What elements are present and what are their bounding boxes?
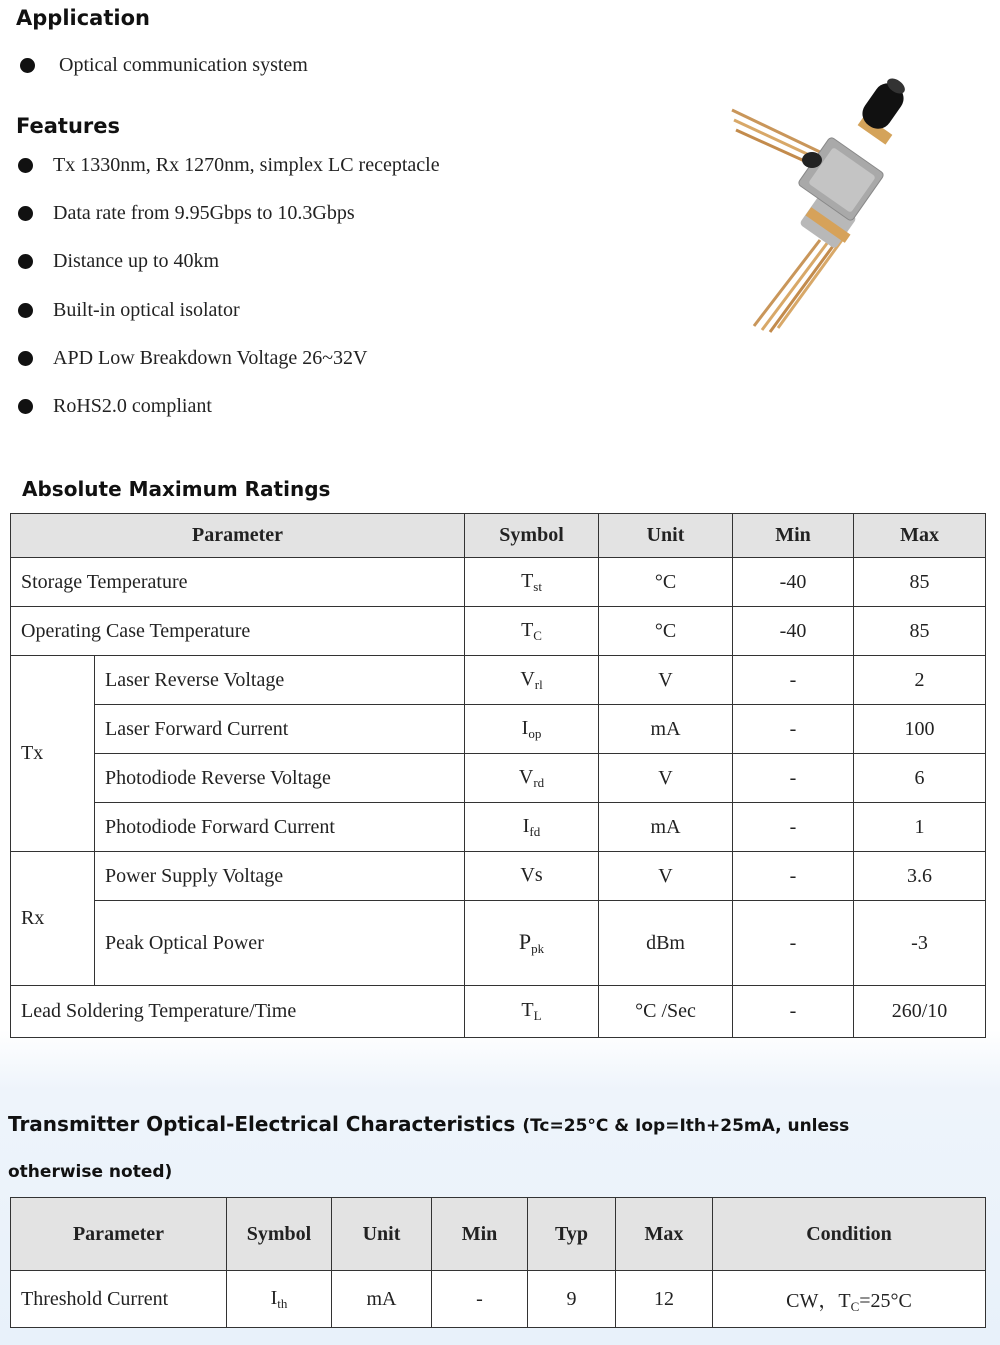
bullet-icon bbox=[18, 351, 33, 366]
parameter-cell: Operating Case Temperature bbox=[11, 607, 465, 656]
min-cell: - bbox=[733, 986, 854, 1038]
bullet-icon bbox=[18, 399, 33, 414]
typ-cell: 9 bbox=[528, 1271, 616, 1328]
bullet-icon bbox=[20, 58, 35, 73]
min-cell: - bbox=[432, 1271, 528, 1328]
symbol-cell: Vs bbox=[465, 852, 599, 901]
bullet-icon bbox=[18, 254, 33, 269]
column-header: Condition bbox=[713, 1198, 986, 1271]
bullet-icon bbox=[18, 206, 33, 221]
max-cell: 85 bbox=[854, 607, 986, 656]
symbol-cell: $T_C$ bbox=[465, 607, 599, 656]
transmitter-table bbox=[10, 1197, 986, 1328]
symbol-cell: $P_{pk}$ bbox=[465, 901, 599, 986]
table-row bbox=[11, 558, 986, 607]
parameter-cell: Photodiode Reverse Voltage bbox=[95, 754, 465, 803]
features-heading: Features bbox=[16, 114, 120, 138]
table-row bbox=[11, 1271, 986, 1328]
column-header: Unit bbox=[599, 514, 733, 558]
transmitter-heading-note: (Tc=25°C & Iop=Ith+25mA, unless bbox=[522, 1116, 850, 1136]
min-cell: - bbox=[733, 901, 854, 986]
bullet-icon bbox=[18, 303, 33, 318]
column-header: Max bbox=[854, 514, 986, 558]
parameter-cell: Threshold Current bbox=[11, 1271, 227, 1328]
table-header-row bbox=[11, 1198, 986, 1271]
column-header: Max bbox=[616, 1198, 713, 1271]
table-row bbox=[11, 607, 986, 656]
parameter-cell: Lead Soldering Temperature/Time bbox=[11, 986, 465, 1038]
unit-cell: V bbox=[599, 852, 733, 901]
max-cell: -3 bbox=[854, 901, 986, 986]
min-cell: -40 bbox=[733, 558, 854, 607]
parameter-cell: Laser Reverse Voltage bbox=[95, 656, 465, 705]
transmitter-heading-line2: otherwise noted) bbox=[8, 1162, 173, 1182]
table-row bbox=[11, 656, 986, 705]
bullet-icon bbox=[18, 158, 33, 173]
max-cell: 3.6 bbox=[854, 852, 986, 901]
max-cell: 2 bbox=[854, 656, 986, 705]
application-heading: Application bbox=[16, 6, 150, 30]
symbol-cell: $I_{fd}$ bbox=[465, 803, 599, 852]
ratings-heading: Absolute Maximum Ratings bbox=[22, 477, 331, 501]
transmitter-heading: Transmitter Optical-Electrical Characteristics (Tc=25°C & Iop=Ith+25mA, unless bbox=[8, 1112, 850, 1136]
unit-cell: V bbox=[599, 656, 733, 705]
group-cell-rx: Rx bbox=[11, 852, 95, 986]
group-cell-tx: Tx bbox=[11, 656, 95, 852]
table-row bbox=[11, 852, 986, 901]
table-row bbox=[11, 705, 986, 754]
max-cell: 12 bbox=[616, 1271, 713, 1328]
feature-item: Distance up to 40km bbox=[18, 250, 219, 273]
column-header: Symbol bbox=[227, 1198, 332, 1271]
min-cell: - bbox=[733, 852, 854, 901]
parameter-cell: Power Supply Voltage bbox=[95, 852, 465, 901]
unit-cell: V bbox=[599, 754, 733, 803]
symbol-cell: $T_L$ bbox=[465, 986, 599, 1038]
symbol-cell: $V_{rl}$ bbox=[465, 656, 599, 705]
feature-item: Tx 1330nm, Rx 1270nm, simplex LC receptacle bbox=[18, 154, 440, 177]
max-cell: 260/10 bbox=[854, 986, 986, 1038]
column-header: Parameter bbox=[11, 514, 465, 558]
symbol-cell: $I_{th}$ bbox=[227, 1271, 332, 1328]
min-cell: - bbox=[733, 705, 854, 754]
min-cell: - bbox=[733, 754, 854, 803]
column-header: Unit bbox=[332, 1198, 432, 1271]
application-item: Optical communication system bbox=[18, 54, 308, 77]
ratings-table bbox=[10, 513, 986, 1038]
parameter-cell: Photodiode Forward Current bbox=[95, 803, 465, 852]
column-header: Min bbox=[733, 514, 854, 558]
unit-cell: °C /Sec bbox=[599, 986, 733, 1038]
max-cell: 6 bbox=[854, 754, 986, 803]
table-row bbox=[11, 986, 986, 1038]
symbol-cell: $V_{rd}$ bbox=[465, 754, 599, 803]
unit-cell: °C bbox=[599, 558, 733, 607]
min-cell: - bbox=[733, 656, 854, 705]
condition-cell: CW，$T_C=25^\circ C$ bbox=[713, 1271, 986, 1328]
max-cell: 100 bbox=[854, 705, 986, 754]
feature-item: Data rate from 9.95Gbps to 10.3Gbps bbox=[18, 202, 355, 225]
table-row bbox=[11, 803, 986, 852]
symbol-cell: $T_{st}$ bbox=[465, 558, 599, 607]
column-header: Symbol bbox=[465, 514, 599, 558]
column-header: Min bbox=[432, 1198, 528, 1271]
unit-cell: mA bbox=[599, 803, 733, 852]
table-header-row bbox=[11, 514, 986, 558]
tosa-bosa-component-image bbox=[720, 70, 940, 340]
column-header: Typ bbox=[528, 1198, 616, 1271]
parameter-cell: Storage Temperature bbox=[11, 558, 465, 607]
feature-item: APD Low Breakdown Voltage 26~32V bbox=[18, 347, 368, 370]
column-header: Parameter bbox=[11, 1198, 227, 1271]
max-cell: 85 bbox=[854, 558, 986, 607]
feature-item: Built-in optical isolator bbox=[18, 299, 240, 322]
unit-cell: mA bbox=[599, 705, 733, 754]
min-cell: -40 bbox=[733, 607, 854, 656]
max-cell: 1 bbox=[854, 803, 986, 852]
unit-cell: °C bbox=[599, 607, 733, 656]
table-row bbox=[11, 754, 986, 803]
symbol-cell: $I_{op}$ bbox=[465, 705, 599, 754]
min-cell: - bbox=[733, 803, 854, 852]
parameter-cell: Laser Forward Current bbox=[95, 705, 465, 754]
parameter-cell: Peak Optical Power bbox=[95, 901, 465, 986]
table-row bbox=[11, 901, 986, 986]
unit-cell: mA bbox=[332, 1271, 432, 1328]
feature-item: RoHS2.0 compliant bbox=[18, 395, 212, 418]
unit-cell: dBm bbox=[599, 901, 733, 986]
